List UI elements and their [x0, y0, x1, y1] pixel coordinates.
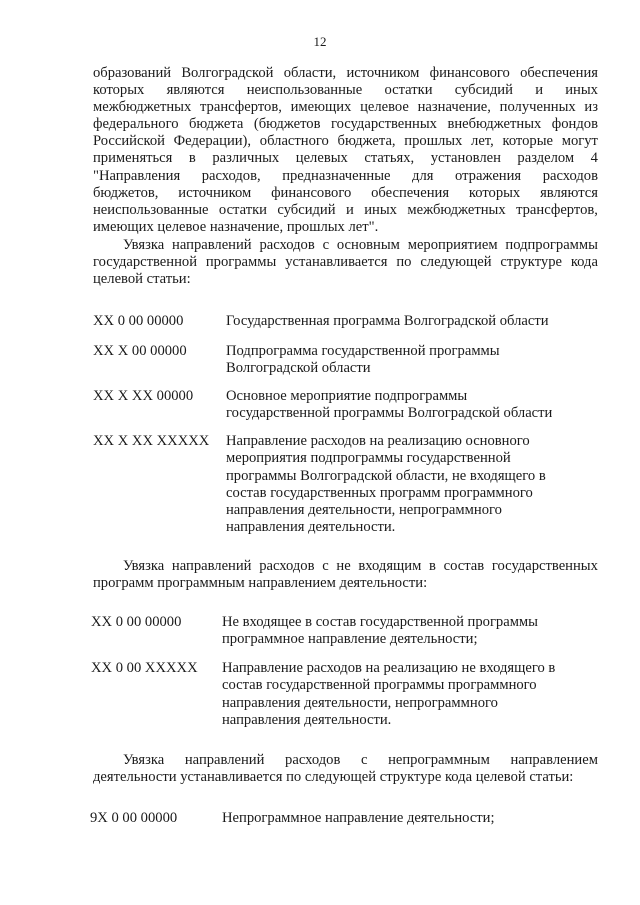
word: целевое [360, 99, 409, 116]
word: входящим [358, 558, 422, 574]
text-line-last [93, 271, 598, 288]
word: структуре [500, 254, 562, 271]
description-line: Государственная программа Волгоградской области [226, 313, 549, 329]
word: Увязка [123, 558, 165, 574]
word: неиспользованные [93, 201, 209, 218]
word: которых [468, 184, 521, 201]
word: источником [346, 65, 420, 81]
word: субсидий [277, 201, 336, 218]
description-line: Волгоградской области [226, 360, 371, 377]
word: областного [259, 133, 329, 150]
code-description [222, 660, 555, 729]
word: государственной [93, 254, 198, 271]
code-description [226, 343, 500, 378]
word: установлен [430, 150, 501, 167]
word: области, [283, 65, 337, 81]
description-line: Подпрограмма государственной программы [226, 343, 500, 359]
word: могут [561, 133, 598, 150]
code-description [222, 614, 538, 649]
word: следующей [420, 254, 492, 271]
word: подпрограммы [505, 237, 598, 253]
word: с [322, 558, 329, 574]
word: применяться [93, 150, 173, 167]
description-line: направления деятельности, непрограммного [222, 694, 498, 711]
word: устанавливается [285, 254, 388, 271]
word: обеспечения [520, 65, 598, 81]
word: Увязка [123, 752, 165, 768]
word: финансового [429, 65, 510, 81]
text-line [93, 65, 598, 82]
word: Увязка [123, 237, 165, 253]
word: расходов [542, 167, 598, 184]
text-line [93, 237, 598, 254]
code-description [222, 810, 495, 827]
word: являются [540, 184, 598, 201]
paragraph-non-program-activity-link [93, 752, 598, 786]
word: кода [570, 254, 598, 271]
word: иных [364, 201, 397, 218]
text-line [93, 202, 598, 219]
word: по [396, 254, 412, 271]
word: трансфертов, [200, 99, 282, 116]
word: финансового [271, 184, 352, 201]
word: межбюджетных [407, 201, 506, 218]
word: предназначенные [282, 167, 391, 184]
word: расходов [259, 237, 315, 253]
description-line: государственной программы Волгоградской области [226, 405, 553, 422]
word: расходов [259, 558, 315, 574]
word: полученных [499, 99, 576, 116]
word: для [412, 167, 434, 184]
text-line-last [93, 769, 598, 786]
text-line [93, 185, 598, 202]
text-line [93, 82, 598, 99]
word: расходов [285, 752, 341, 768]
word: Российской [93, 133, 165, 150]
description-line: Непрограммное направление деятельности; [222, 810, 495, 826]
target-article-code: XX 0 00 00000 [93, 313, 184, 329]
text-line [93, 99, 598, 116]
target-article-code: XX 0 00 XXXXX [91, 660, 198, 676]
word: не [336, 558, 351, 574]
line-text: программ программным направлением деятельности: [93, 575, 428, 592]
target-article-code: XX X XX XXXXX [93, 433, 210, 449]
text-line [93, 133, 598, 150]
word: отражения [455, 167, 522, 184]
word: фондов [551, 116, 598, 133]
word: расходов, [201, 167, 261, 184]
word: обеспечения [371, 184, 450, 201]
word: и [535, 82, 543, 99]
word: направлений [184, 752, 265, 768]
word: образований [93, 65, 172, 81]
word: мероприятием [407, 237, 498, 253]
word: лет, [471, 133, 494, 150]
word: и [345, 201, 354, 218]
target-article-code: 9X 0 00 00000 [90, 810, 178, 826]
description-line: Направление расходов на реализацию основного [226, 433, 530, 449]
word: имеющих [290, 99, 352, 116]
word: Федерации), [173, 133, 252, 150]
description-line: Направление расходов на реализацию не входящего в [222, 660, 556, 676]
word: основным [336, 237, 400, 253]
description-line: направления деятельности. [226, 519, 396, 536]
paragraph-main-activity-link [93, 237, 598, 288]
code-description [226, 388, 552, 423]
word: состав [443, 558, 485, 574]
word: непрограммным [388, 752, 490, 768]
line-text: деятельности устанавливается по следующей структуре кода целевой статьи: [93, 769, 574, 786]
word: иных [565, 82, 598, 99]
description-line: состав государственной программы программного [222, 677, 537, 694]
word: остатки [218, 201, 267, 218]
word: бюджета, [337, 133, 396, 150]
line-text: имеющих целевое назначение, прошлых лет". [93, 218, 379, 235]
word: государственных [491, 558, 598, 574]
text-line [93, 558, 598, 575]
paragraph-non-program-direction-link [93, 558, 598, 592]
word: Волгоградской [181, 65, 274, 81]
text-line [93, 168, 598, 185]
text-line [93, 254, 598, 271]
word: остатки [384, 82, 433, 99]
text-line [93, 150, 598, 167]
word: с [360, 752, 368, 768]
text-line-last [93, 575, 598, 592]
word: государственных [330, 116, 437, 133]
description-line: направления деятельности, непрограммного [226, 502, 502, 519]
description-line: Основное мероприятие подпрограммы [226, 388, 468, 404]
description-line: мероприятия подпрограммы государственной [226, 450, 511, 467]
word: бюджетов, [93, 184, 159, 201]
word: бюджета [188, 116, 244, 133]
word: статьях, [364, 150, 415, 167]
word: назначение, [417, 99, 491, 116]
description-line: состав государственных программ программного [226, 484, 533, 501]
word: 4 [590, 150, 598, 167]
word: различных [212, 150, 280, 167]
word: федерального [93, 116, 179, 133]
description-line: направления деятельности. [222, 711, 392, 728]
target-article-code: XX X 00 00000 [93, 343, 187, 359]
word: разделом [517, 150, 575, 167]
description-line: программное направление деятельности; [222, 631, 478, 648]
word: внебюджетных [447, 116, 542, 133]
word: межбюджетных [93, 99, 192, 116]
word: трансфертов, [516, 201, 598, 218]
word: из [584, 99, 598, 116]
word: (бюджетов [253, 116, 321, 133]
text-line [93, 752, 598, 769]
word: субсидий [454, 82, 513, 99]
description-line: Не входящее в состав государственной программы [222, 614, 538, 630]
word: программы [205, 254, 277, 271]
page-number: 12 [313, 34, 327, 49]
text-line [93, 116, 598, 133]
word: целевых [295, 150, 348, 167]
word: направлений [171, 558, 252, 574]
word: направлений [172, 237, 252, 253]
code-description [226, 433, 546, 537]
word: направлением [510, 752, 598, 768]
word: в [188, 150, 196, 167]
word: в [429, 558, 436, 574]
word: прошлых [404, 133, 463, 150]
word: источником [178, 184, 252, 201]
word: неиспользованные [246, 82, 363, 99]
line-text: целевой статьи: [93, 271, 191, 288]
description-line: программы Волгоградской области, не входящего в [226, 467, 546, 484]
paragraph-continuation [93, 65, 598, 236]
word: которых [93, 82, 145, 99]
target-article-code: XX X XX 00000 [93, 388, 194, 404]
text-line-last [93, 219, 598, 236]
target-article-code: XX 0 00 00000 [91, 614, 182, 630]
word: являются [166, 82, 225, 99]
code-description [226, 313, 549, 330]
word: с [322, 237, 330, 253]
word: "Направления [93, 167, 181, 184]
word: которые [502, 133, 553, 150]
